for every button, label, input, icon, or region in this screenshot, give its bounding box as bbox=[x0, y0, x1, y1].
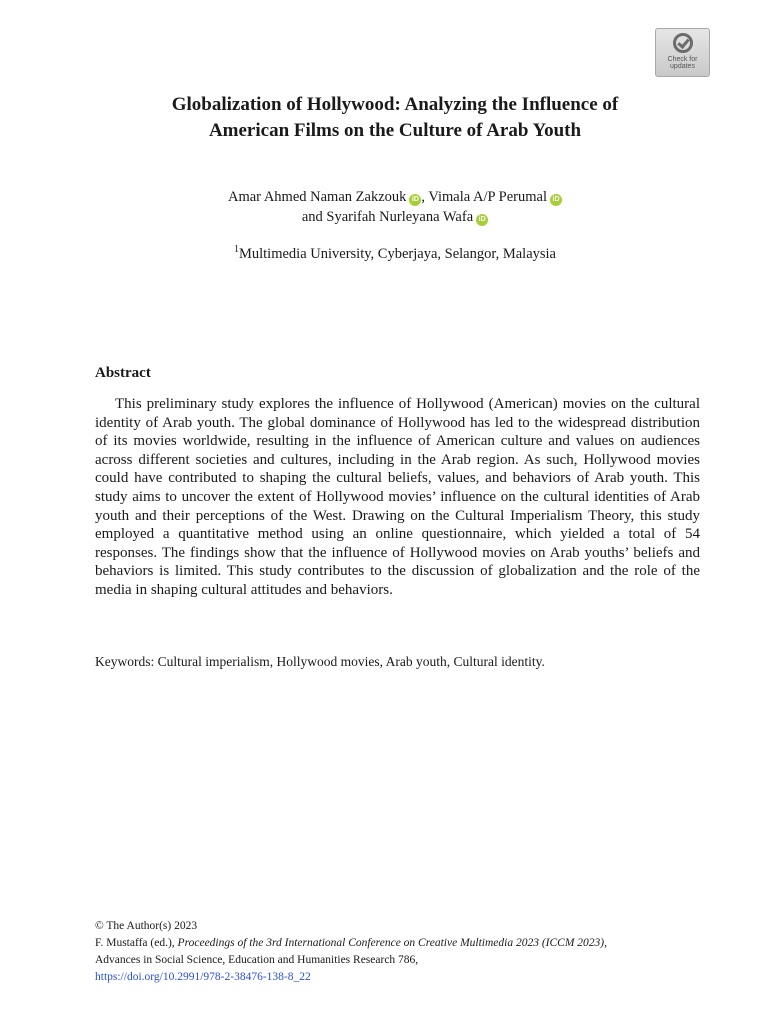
author-separator: and bbox=[301, 209, 327, 225]
author-name: Amar Ahmed Naman Zakzouk bbox=[228, 189, 407, 205]
doi-link[interactable]: https://doi.org/10.2991/978-2-38476-138-8_22 bbox=[95, 971, 311, 983]
copyright-notice: © The Author(s) 2023 bbox=[95, 920, 198, 932]
affiliation bbox=[60, 240, 730, 264]
orcid-icon[interactable]: iD bbox=[476, 214, 488, 226]
editor-prefix: F. Mustaffa (ed.), bbox=[95, 937, 178, 949]
title-line-1: Globalization of Hollywood: Analyzing the Influence of bbox=[171, 94, 619, 115]
badge-label-line2: updates bbox=[670, 63, 695, 70]
badge-label-line1: Check for bbox=[667, 56, 698, 63]
citation-line bbox=[95, 935, 607, 952]
author-list bbox=[60, 187, 730, 227]
check-updates-icon bbox=[673, 33, 693, 53]
keywords: Keywords: Cultural imperialism, Hollywood movies, Arab youth, Cultural identity. bbox=[95, 654, 545, 669]
abstract-text: This preliminary study explores the influence of Hollywood (American) movies on the cultural identity of Arab youth. The global dominance of Hollywood has led to the widespread distribution of its movies worldwide, resulting in the influence of American culture and values on audiences across different societies and cultures, including in the Arab region. As such, Hollywood movies could have contributed to shaping the cultural beliefs, values, and behaviors of Arab youth. This study aims to uncover the extent of Hollywood movies’ influence on the cultural identities of Arab youth and their perceptions of the West. Drawing on the Cultural Imperialism Theory, this study employed a quantitative method using an online questionnaire, which yielded a total of 54 responses. The findings show that the influence of Hollywood movies on Arab youths’ beliefs and behaviors is limited. This study contributes to the discussion of globalization and the role of the media in shaping cultural attitudes and behaviors. bbox=[95, 396, 700, 598]
author-name: Syarifah Nurleyana Wafa bbox=[326, 209, 474, 225]
author-name: Vimala A/P Perumal bbox=[428, 189, 547, 205]
author-separator: , bbox=[421, 189, 429, 205]
affiliation-text: Multimedia University, Cyberjaya, Selangor, Malaysia bbox=[238, 245, 556, 262]
abstract-heading: Abstract bbox=[95, 365, 151, 381]
series-line: Advances in Social Science, Education and Humanities Research 786, bbox=[95, 954, 419, 966]
orcid-icon[interactable]: iD bbox=[550, 194, 562, 206]
proceedings-title: Proceedings of the 3rd International Conference on Creative Multimedia 2023 (ICCM 2023) bbox=[177, 937, 605, 949]
affiliation-marker: 1 bbox=[233, 244, 239, 255]
orcid-icon[interactable]: iD bbox=[409, 194, 421, 206]
publication-footer bbox=[95, 918, 607, 986]
paper-title bbox=[60, 92, 730, 144]
title-line-2: American Films on the Culture of Arab Youth bbox=[208, 120, 582, 141]
editor-suffix: , bbox=[604, 937, 608, 949]
check-for-updates-badge[interactable] bbox=[655, 28, 710, 77]
